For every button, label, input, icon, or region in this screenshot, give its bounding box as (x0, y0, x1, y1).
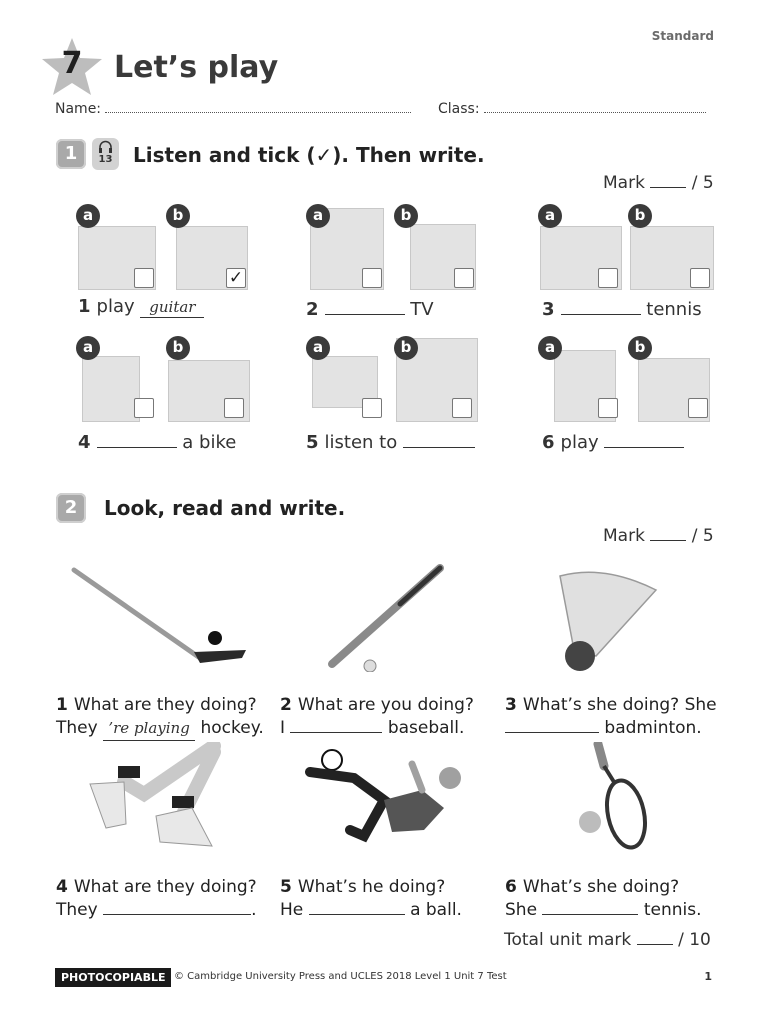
answer-blank[interactable] (97, 447, 177, 448)
tick-box-2a[interactable] (362, 268, 382, 288)
tick-box-4b[interactable] (224, 398, 244, 418)
unit-number: 7 (61, 46, 83, 81)
tennis-racket-picture (574, 742, 654, 852)
exercise-1-item-6: 6 play (542, 432, 684, 453)
football-player-picture (304, 748, 468, 848)
bike-picture (82, 356, 140, 422)
exercise-2-item-5: 5 What’s he doing? He a ball. (280, 877, 462, 920)
option-a-label: a (76, 336, 100, 360)
option-a-label: a (306, 204, 330, 228)
name-label: Name: (55, 101, 102, 117)
option-b-label: b (166, 336, 190, 360)
total-unit-mark: Total unit mark / 10 (504, 930, 711, 950)
exercise-1-item-5: 5 listen to (306, 432, 475, 453)
answer-text: ’re playing (108, 719, 190, 737)
option-b-label: b (628, 204, 652, 228)
exercise-2-item-3: 3 What’s she doing? She badminton. (505, 695, 717, 738)
answer-blank[interactable] (103, 914, 251, 915)
class-dotted-line[interactable] (484, 100, 706, 113)
exercise-1-item-4-pictures (78, 336, 268, 422)
exercise-2-item-2: 2 What are you doing? I baseball. (280, 695, 474, 738)
option-a-label: a (306, 336, 330, 360)
tick-box-1a[interactable] (134, 268, 154, 288)
section-1-badge: 1 (56, 139, 86, 169)
exercise-1-item-6-pictures (538, 336, 738, 422)
tick-box-5a[interactable] (362, 398, 382, 418)
name-field[interactable] (55, 100, 411, 117)
name-dotted-line[interactable] (105, 100, 411, 113)
answer-blank[interactable] (505, 732, 599, 733)
tick-box-6b[interactable] (688, 398, 708, 418)
tick-box-3a[interactable] (598, 268, 618, 288)
answer-blank[interactable] (309, 914, 405, 915)
section-2-badge: 2 (56, 493, 86, 523)
tick-box-1b[interactable]: ✓ (226, 268, 246, 288)
section-1-title: Listen and tick (✓). Then write. (133, 143, 485, 167)
answer-blank[interactable] (561, 314, 641, 315)
option-a-label: a (538, 336, 562, 360)
hockey-stick-picture (70, 566, 250, 670)
exercise-1-item-2: 2 TV (306, 299, 434, 320)
answer-blank[interactable] (542, 914, 638, 915)
section-2-title: Look, read and write. (104, 496, 346, 520)
exercise-1-item-1: 1 play guitar (78, 296, 204, 318)
answer-blank[interactable] (290, 732, 382, 733)
exercise-2-item-4: 4 What are they doing? They . (56, 877, 257, 920)
exercise-1-item-5-pictures (308, 336, 498, 422)
option-b-label: b (166, 204, 190, 228)
answer-text: guitar (149, 298, 196, 316)
baseball-bat-picture (320, 562, 450, 672)
option-b-label: b (628, 336, 652, 360)
section-2-mark: Mark / 5 (603, 526, 714, 546)
audio-track: 13 (98, 154, 113, 165)
tick-box-6a[interactable] (598, 398, 618, 418)
option-a-label: a (538, 204, 562, 228)
section-1-mark: Mark / 5 (603, 173, 714, 193)
tick-box-4a[interactable] (134, 398, 154, 418)
headphones-icon (98, 140, 113, 153)
tick-box-5b[interactable] (452, 398, 472, 418)
exercise-1-item-1-pictures (78, 204, 268, 288)
exercise-2-item-1: 1 What are they doing? They ’re playing hockey. (56, 694, 286, 741)
answer-blank[interactable] (604, 447, 684, 448)
exercise-1-item-2-pictures (308, 204, 498, 288)
answer-blank[interactable] (325, 314, 405, 315)
option-b-label: b (394, 336, 418, 360)
answer-blank[interactable] (403, 447, 475, 448)
option-b-label: b (394, 204, 418, 228)
audio-badge[interactable] (92, 138, 119, 170)
exercise-2-item-6: 6 What’s she doing? She tennis. (505, 877, 702, 920)
tick-box-3b[interactable] (690, 268, 710, 288)
exercise-1-item-3-pictures (538, 204, 738, 288)
copyright-text: © Cambridge University Press and UCLES 2018 Level 1 Unit 7 Test (174, 971, 507, 982)
exercise-1-item-3: 3 tennis (542, 299, 702, 320)
option-a-label: a (76, 204, 100, 228)
tick-box-2b[interactable] (454, 268, 474, 288)
shuttlecock-picture (552, 570, 664, 674)
class-label: Class: (438, 101, 480, 117)
photocopiable-tag: PHOTOCOPIABLE (55, 968, 171, 987)
running-legs-picture (84, 742, 224, 854)
class-field[interactable] (438, 100, 706, 117)
page-number: 1 (704, 970, 712, 983)
page-title: Let’s play (114, 50, 279, 85)
exercise-1-item-4: 4 a bike (78, 432, 237, 453)
level-label: Standard (651, 29, 714, 43)
